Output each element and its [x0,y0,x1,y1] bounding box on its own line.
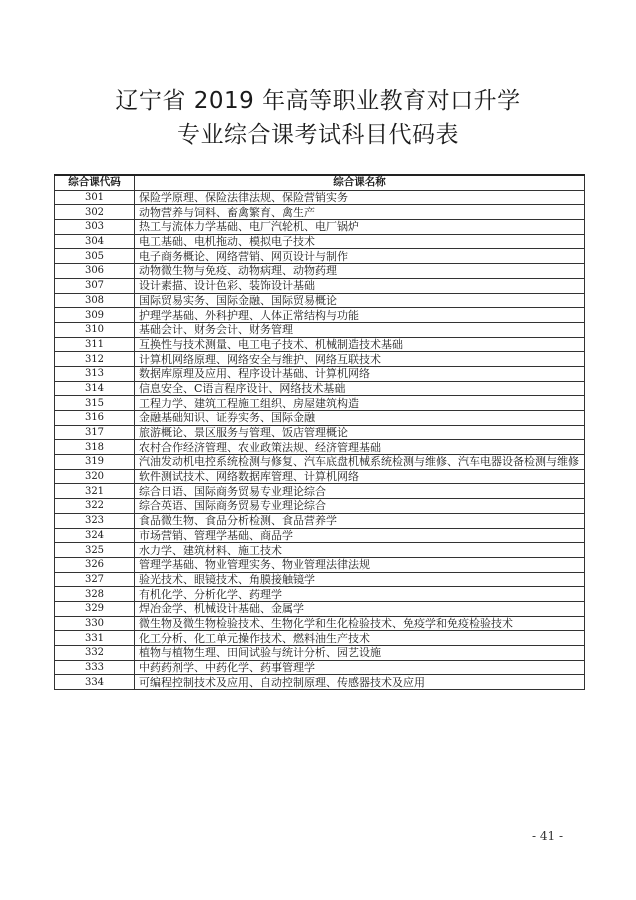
subject-name-cell: 化工分析、化工单元操作技术、燃料油生产技术 [135,631,585,646]
subject-name-cell: 验光技术、眼镜技术、角膜接触镜学 [135,572,585,587]
table-row [55,587,585,602]
table-row [55,337,585,352]
table-row [55,425,585,440]
subject-name-cell: 焊冶金学、机械设计基础、金属学 [135,601,585,616]
column-header-name: 综合课名称 [135,175,585,190]
subject-name-cell: 中药药剂学、中药化学、药事管理学 [135,660,585,675]
subject-code-cell: 311 [55,337,135,352]
subject-name-cell: 基础会计、财务会计、财务管理 [135,322,585,337]
table-row [55,366,585,381]
subject-name-cell: 金融基础知识、证券实务、国际金融 [135,411,585,426]
table-row [55,249,585,264]
table-header-row [55,175,585,190]
subject-name-cell: 植物与植物生理、田间试验与统计分析、园艺设施 [135,646,585,661]
subject-name-cell: 电子商务概论、网络营销、网页设计与制作 [135,249,585,264]
subject-name-cell: 软件测试技术、网络数据库管理、计算机网络 [135,469,585,484]
table-body [55,190,585,689]
subject-name-cell: 数据库原理及应用、程序设计基础、计算机网络 [135,366,585,381]
table-row [55,469,585,484]
subject-code-cell: 333 [55,660,135,675]
table-row [55,352,585,367]
table-row [55,396,585,411]
subject-code-cell: 308 [55,293,135,308]
subject-name-cell: 工程力学、建筑工程施工组织、房屋建筑构造 [135,396,585,411]
subject-code-cell: 302 [55,205,135,220]
subject-name-cell: 护理学基础、外科护理、人体正常结构与功能 [135,308,585,323]
subject-name-cell: 综合日语、国际商务贸易专业理论综合 [135,484,585,499]
document-title-line2: 专业综合课考试科目代码表 [177,122,459,148]
subject-code-cell: 309 [55,308,135,323]
subject-code-cell: 314 [55,381,135,396]
subject-code-cell: 313 [55,366,135,381]
subject-code-cell: 326 [55,557,135,572]
table-row [55,322,585,337]
subject-name-cell: 食品微生物、食品分析检测、食品营养学 [135,513,585,528]
subject-code-cell: 332 [55,646,135,661]
subject-code-cell: 312 [55,352,135,367]
subject-name-cell: 汽油发动机电控系统检测与修复、汽车底盘机械系统检测与维修、汽车电器设备检测与维修 [135,455,585,470]
table-row [55,220,585,235]
document-title-line1: 辽宁省 2019 年高等职业教育对口升学 [115,88,521,114]
table-row [55,601,585,616]
table-row [55,572,585,587]
column-header-code: 综合课代码 [55,175,135,190]
subject-code-cell: 323 [55,513,135,528]
subject-code-cell: 320 [55,469,135,484]
subject-name-cell: 互换性与技术测量、电工电子技术、机械制造技术基础 [135,337,585,352]
subject-name-cell: 设计素描、设计色彩、装饰设计基础 [135,278,585,293]
subject-name-cell: 信息安全、C语言程序设计、网络技术基础 [135,381,585,396]
table-row [55,264,585,279]
subject-code-table [54,174,585,690]
subject-name-cell: 微生物及微生物检验技术、生物化学和生化检验技术、免疫学和免疫检验技术 [135,616,585,631]
table-row [55,440,585,455]
subject-name-cell: 动物微生物与免疫、动物病理、动物药理 [135,264,585,279]
subject-name-cell: 计算机网络原理、网络安全与维护、网络互联技术 [135,352,585,367]
subject-name-cell: 有机化学、分析化学、药理学 [135,587,585,602]
table-row [55,205,585,220]
table-row [55,381,585,396]
subject-name-cell: 可编程控制技术及应用、自动控制原理、传感器技术及应用 [135,675,585,690]
subject-code-cell: 317 [55,425,135,440]
subject-code-cell: 329 [55,601,135,616]
subject-name-cell: 水力学、建筑材料、施工技术 [135,543,585,558]
subject-code-cell: 331 [55,631,135,646]
subject-code-cell: 310 [55,322,135,337]
page-number: - 41 - [532,829,564,843]
subject-code-cell: 330 [55,616,135,631]
subject-name-cell: 保险学原理、保险法律法规、保险营销实务 [135,190,585,205]
table-row [55,293,585,308]
subject-code-cell: 305 [55,249,135,264]
subject-code-cell: 324 [55,528,135,543]
table-row [55,646,585,661]
subject-name-cell: 国际贸易实务、国际金融、国际贸易概论 [135,293,585,308]
subject-code-cell: 304 [55,234,135,249]
subject-code-cell: 334 [55,675,135,690]
subject-name-cell: 农村合作经济管理、农业政策法规、经济管理基础 [135,440,585,455]
subject-code-cell: 318 [55,440,135,455]
subject-name-cell: 动物营养与饲料、畜禽繁育、禽生产 [135,205,585,220]
subject-name-cell: 热工与流体力学基础、电厂汽轮机、电厂锅炉 [135,220,585,235]
subject-name-cell: 电工基础、电机拖动、模拟电子技术 [135,234,585,249]
table-row [55,660,585,675]
table-row [55,484,585,499]
subject-code-cell: 322 [55,499,135,514]
subject-code-cell: 327 [55,572,135,587]
subject-code-cell: 316 [55,411,135,426]
table-row [55,616,585,631]
subject-code-cell: 306 [55,264,135,279]
subject-code-cell: 303 [55,220,135,235]
subject-name-cell: 市场营销、管理学基础、商品学 [135,528,585,543]
subject-code-cell: 328 [55,587,135,602]
table-row [55,543,585,558]
table-row [55,411,585,426]
subject-code-cell: 321 [55,484,135,499]
subject-code-cell: 315 [55,396,135,411]
table-row [55,278,585,293]
table-row [55,455,585,470]
subject-code-cell: 307 [55,278,135,293]
subject-code-cell: 325 [55,543,135,558]
table-row [55,631,585,646]
table-row [55,499,585,514]
subject-code-cell: 301 [55,190,135,205]
subject-name-cell: 管理学基础、物业管理实务、物业管理法律法规 [135,557,585,572]
table-row [55,513,585,528]
subject-name-cell: 综合英语、国际商务贸易专业理论综合 [135,499,585,514]
subject-name-cell: 旅游概论、景区服务与管理、饭店管理概论 [135,425,585,440]
table-row [55,528,585,543]
table-row [55,557,585,572]
subject-code-cell: 319 [55,455,135,470]
table-row [55,308,585,323]
table-row [55,234,585,249]
table-row [55,190,585,205]
table-row [55,675,585,690]
